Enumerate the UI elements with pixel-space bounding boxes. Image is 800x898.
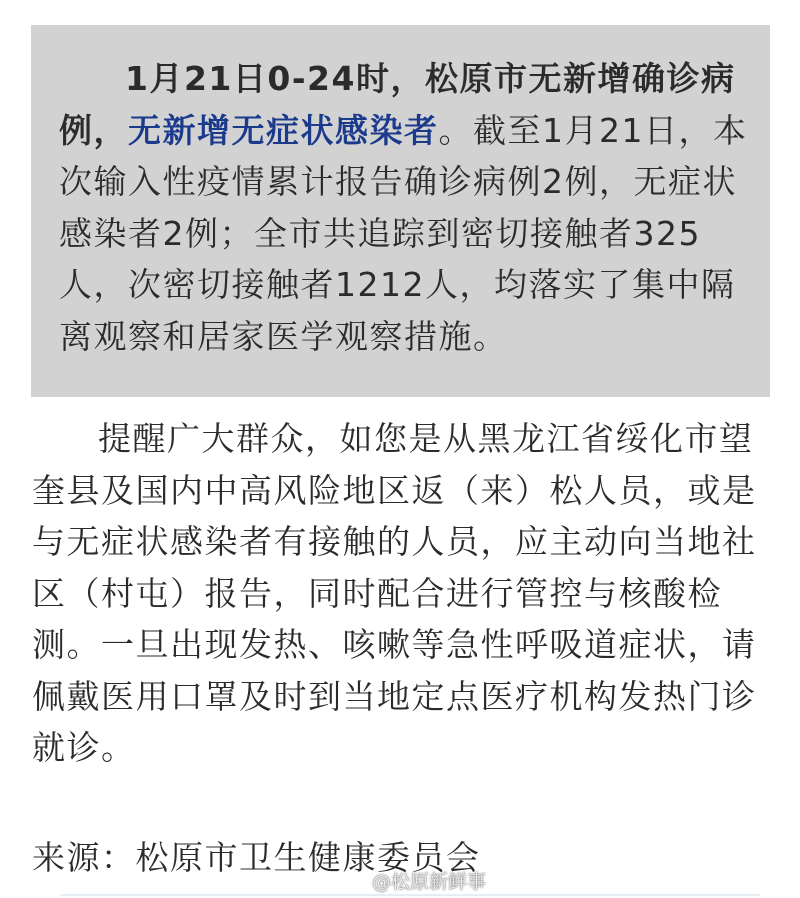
bottom-divider xyxy=(60,894,760,896)
weibo-icon xyxy=(338,870,368,892)
paragraph-situation xyxy=(59,53,749,362)
situation-lead: 1月21日0-24时，松原市无新增确诊病例， xyxy=(59,59,736,150)
weibo-watermark xyxy=(338,867,486,894)
situation-details: 。截至1月21日，本次输入性疫情累计报告确诊病例2例，无症状感染者2例；全市共追踪到密切接触者325人，次密切接触者1212人，均落实了集中隔离观察和居家医学观察措施。 xyxy=(59,110,748,356)
watermark-text: @松原新鲜事 xyxy=(372,871,487,893)
situation-highlight: 无新增无症状感染者 xyxy=(128,110,439,150)
paragraph-reminder: 提醒广大群众，如您是从黑龙江省绥化市望奎县及国内中高风险地区返（来）松人员，或是与无症状感染者有接触的人员，应主动向当地社区（村屯）报告，同时配合进行管控与核酸检测。一旦出现发热、咳嗽等急性呼吸道症状，请佩戴医用口罩及时到当地定点医疗机构发热门诊就诊。 xyxy=(32,419,757,767)
source-line: 来源：松原市卫生健康委员会 xyxy=(32,838,481,877)
